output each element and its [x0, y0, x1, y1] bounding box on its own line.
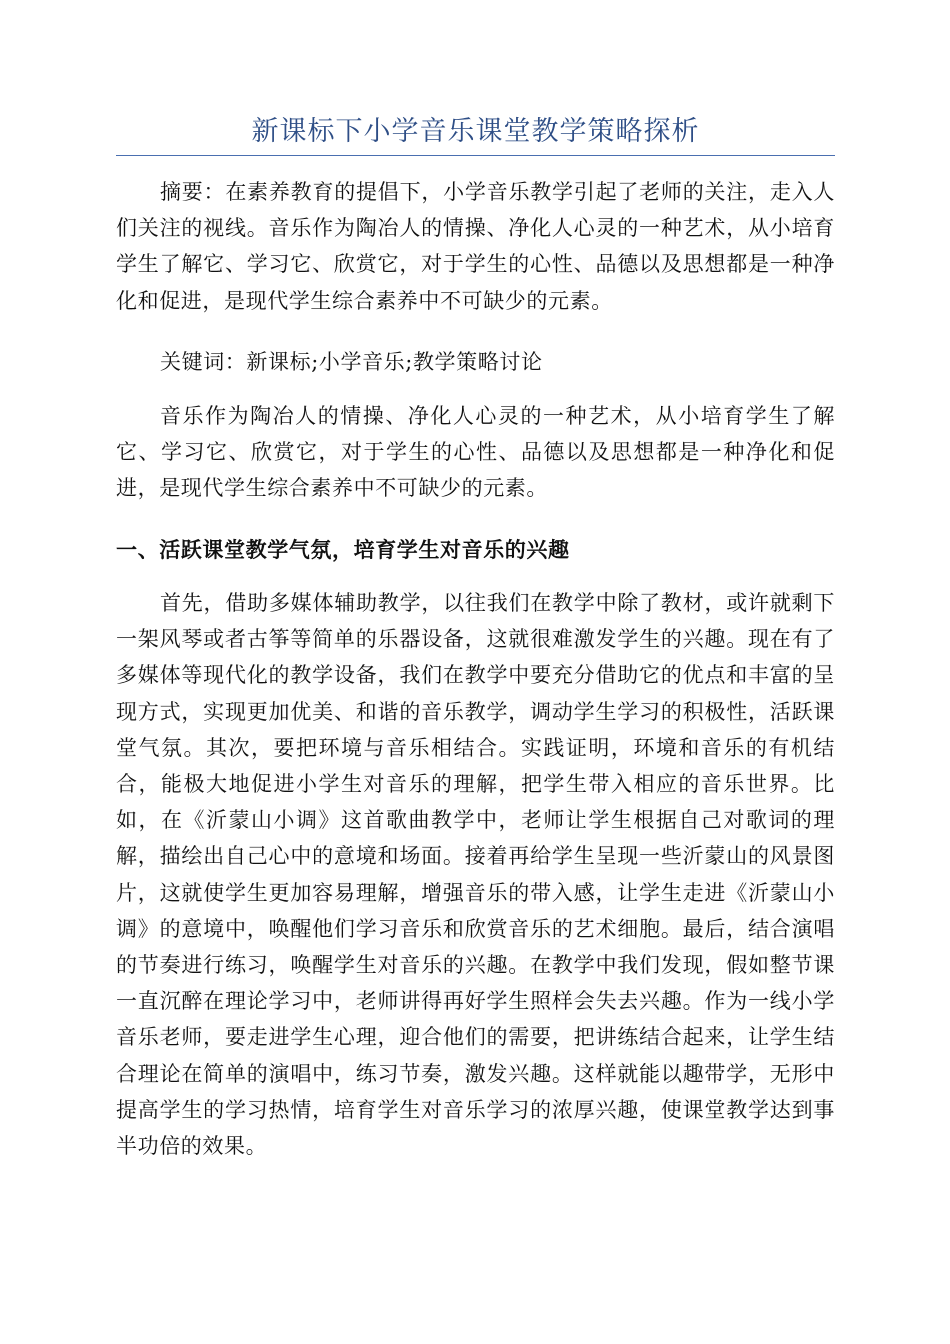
section-heading: 一、活跃课堂教学气氛，培育学生对音乐的兴趣	[116, 537, 570, 562]
document-title: 新课标下小学音乐课堂教学策略探析	[251, 116, 700, 147]
keywords-paragraph: 关键词：新课标;小学音乐;教学策略讨论	[160, 350, 543, 374]
section-body-paragraph: 首先，借助多媒体辅助教学，以往我们在教学中除了教材，或许就剩下一架风琴或者古筝等简单的乐器设备，这就很难激发学生的兴趣。现在有了多媒体等现代化的教学设备，我们在教学中要充分借助它的优点和丰富的呈现方式，实现更加优美、和谐的音乐教学，调动学生学习的积极性，活跃课堂气氛。其次，要把环境与音乐相结合。实践证明，环境和音乐的有机结合，能极大地促进小学生对音乐的理解，把学生带入相应的音乐世界。比如，在《沂蒙山小调》这首歌曲教学中，老师让学生根据自己对歌词的理解，描绘出自己心中的意境和场面。接着再给学生呈现一些沂蒙山的风景图片，这就使学生更加容易理解，增强音乐的带入感，让学生走进《沂蒙山小调》的意境中，唤醒他们学习音乐和欣赏音乐的艺术细胞。最后，结合演唱的节奏进行练习，唤醒学生对音乐的兴趣。在教学中我们发现，假如整节课一直沉醉在理论学习中，老师讲得再好学生照样会失去兴趣。作为一线小学音乐老师，要走进学生心理，迎合他们的需要，把讲练结合起来，让学生结合理论在简单的演唱中，练习节奏，激发兴趣。这样就能以趣带学，无形中提高学生的学习热情，培育学生对音乐学习的浓厚兴趣，使课堂教学达到事半功倍的效果。	[116, 591, 835, 1159]
abstract-paragraph: 摘要：在素养教育的提倡下，小学音乐教学引起了老师的关注，走入人们关注的视线。音乐作为陶冶人的情操、净化人心灵的一种艺术，从小培育学生了解它、学习它、欣赏它，对于学生的心性、品德以及思想都是一种净化和促进，是现代学生综合素养中不可缺少的元素。	[116, 180, 835, 313]
intro-paragraph: 音乐作为陶冶人的情操、净化人心灵的一种艺术，从小培育学生了解它、学习它、欣赏它，对于学生的心性、品德以及思想都是一种净化和促进，是现代学生综合素养中不可缺少的元素。	[116, 404, 835, 501]
title-underline	[116, 155, 835, 156]
